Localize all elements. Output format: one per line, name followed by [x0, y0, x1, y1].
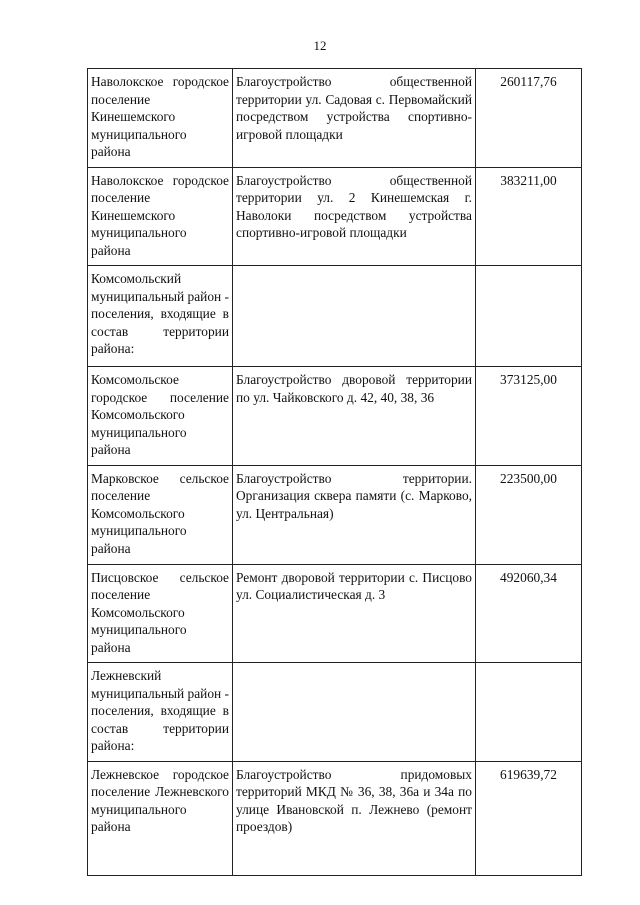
- amount-cell: [476, 663, 582, 762]
- amount-cell: 373125,00: [476, 367, 582, 466]
- work-description-cell: [233, 663, 476, 762]
- table-row: [88, 465, 582, 564]
- work-description-cell: Благоустройство общественной территории ул. Садовая с. Первомайский посредством устройства спортивно-игровой площадки: [233, 69, 476, 168]
- amount-cell: 492060,34: [476, 564, 582, 663]
- amount-cell: 223500,00: [476, 465, 582, 564]
- work-description-cell: Благоустройство дворовой территории по ул. Чайковского д. 42, 40, 38, 36: [233, 367, 476, 466]
- table-row: [88, 69, 582, 168]
- municipality-cell: Лежневское городское поселение Лежневского муниципального района: [88, 761, 233, 875]
- work-description-cell: Благоустройство общественной территории ул. 2 Кинешемская г. Наволоки посредством устройства спортивно-игровой площадки: [233, 167, 476, 266]
- municipality-cell: Наволокское городское поселение Кинешемского муниципального района: [88, 69, 233, 168]
- table-row: [88, 761, 582, 875]
- work-description-cell: [233, 266, 476, 367]
- amount-cell: [476, 266, 582, 367]
- table-row: [88, 266, 582, 367]
- table-row: [88, 167, 582, 266]
- municipality-cell: Наволокское городское поселение Кинешемского муниципального района: [88, 167, 233, 266]
- table-row: [88, 564, 582, 663]
- work-description-cell: Благоустройство придомовых территорий МКД № 36, 38, 36а и 34а по улице Ивановской п. Лежнево (ремонт проездов): [233, 761, 476, 875]
- table-row: [88, 367, 582, 466]
- table-row: [88, 663, 582, 762]
- amount-cell: 383211,00: [476, 167, 582, 266]
- municipality-cell: Комсомольский муниципальный район - поселения, входящие в состав территории района:: [88, 266, 233, 367]
- municipality-cell: Комсомольское городское поселение Комсомольского муниципального района: [88, 367, 233, 466]
- municipality-cell: Писцовское сельское поселение Комсомольского муниципального района: [88, 564, 233, 663]
- allocation-table: [87, 68, 582, 876]
- work-description-cell: Благоустройство территории. Организация сквера памяти (с. Марково, ул. Центральная): [233, 465, 476, 564]
- work-description-cell: Ремонт дворовой территории с. Писцово ул. Социалистическая д. 3: [233, 564, 476, 663]
- amount-cell: 619639,72: [476, 761, 582, 875]
- amount-cell: 260117,76: [476, 69, 582, 168]
- municipality-cell: Марковское сельское поселение Комсомольского муниципального района: [88, 465, 233, 564]
- municipality-cell: Лежневский муниципальный район - поселения, входящие в состав территории района:: [88, 663, 233, 762]
- page-number: 12: [313, 38, 327, 53]
